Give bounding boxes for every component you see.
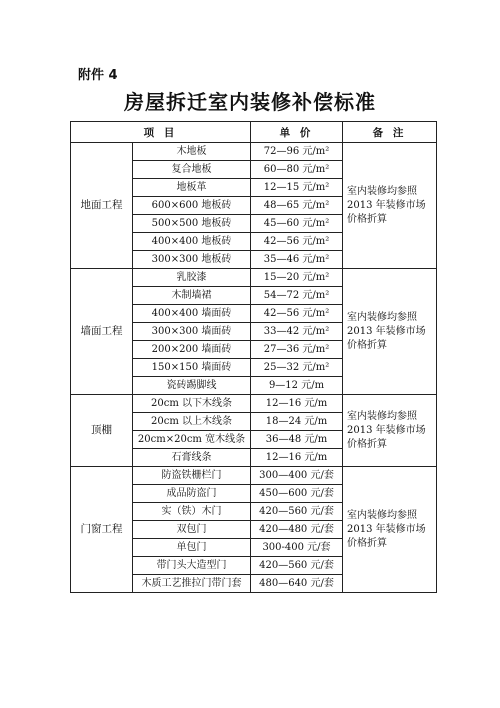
price-cell: 420—480 元/套 (251, 521, 343, 539)
item-cell: 带门头大造型门 (133, 557, 251, 575)
price-cell: 12—16 元/m (251, 395, 343, 413)
price-cell: 12—16 元/m (251, 449, 343, 467)
table-row (71, 269, 437, 287)
item-cell: 双包门 (133, 521, 251, 539)
item-cell: 400×400 地板砖 (133, 233, 251, 251)
price-cell: 420—560 元/套 (251, 557, 343, 575)
item-cell: 200×200 墙面砖 (133, 341, 251, 359)
table-row (71, 395, 437, 413)
price-cell: 12—15 元/m² (251, 179, 343, 197)
table-row (71, 143, 437, 161)
price-cell: 300-400 元/套 (251, 539, 343, 557)
price-cell: 27—36 元/m² (251, 341, 343, 359)
price-cell: 72—96 元/m² (251, 143, 343, 161)
item-cell: 木质工艺推拉门带门套 (133, 575, 251, 593)
item-cell: 木地板 (133, 143, 251, 161)
header-price: 单 价 (251, 122, 343, 143)
price-cell: 9—12 元/m (251, 377, 343, 395)
price-cell: 35—46 元/m² (251, 251, 343, 269)
price-cell: 15—20 元/m² (251, 269, 343, 287)
compensation-table (70, 121, 437, 593)
item-cell: 20cm 以上木线条 (133, 413, 251, 431)
item-cell: 瓷砖踢脚线 (133, 377, 251, 395)
item-cell: 地板革 (133, 179, 251, 197)
category-cell: 墙面工程 (71, 269, 133, 395)
item-cell: 石膏线条 (133, 449, 251, 467)
price-cell: 45—60 元/m² (251, 215, 343, 233)
item-cell: 150×150 墙面砖 (133, 359, 251, 377)
price-cell: 42—56 元/m² (251, 305, 343, 323)
price-cell: 300—400 元/套 (251, 467, 343, 485)
item-cell: 乳胶漆 (133, 269, 251, 287)
price-cell: 36—48 元/m (251, 431, 343, 449)
price-cell: 54—72 元/m² (251, 287, 343, 305)
table-row (71, 467, 437, 485)
price-cell: 18—24 元/m (251, 413, 343, 431)
price-cell: 60—80 元/m² (251, 161, 343, 179)
price-cell: 42—56 元/m² (251, 233, 343, 251)
category-cell: 地面工程 (71, 143, 133, 269)
item-cell: 300×300 墙面砖 (133, 323, 251, 341)
note-cell: 室内装修均参照2013 年装修市场价格折算 (343, 395, 437, 467)
item-cell: 防盗铁栅栏门 (133, 467, 251, 485)
attachment-label: 附件 4 (78, 68, 118, 83)
note-cell: 室内装修均参照2013 年装修市场价格折算 (343, 143, 437, 269)
item-cell: 成品防盗门 (133, 485, 251, 503)
price-cell: 48—65 元/m² (251, 197, 343, 215)
item-cell: 木制墙裙 (133, 287, 251, 305)
table-body (71, 143, 437, 593)
note-cell: 室内装修均参照2013 年装修市场价格折算 (343, 467, 437, 593)
item-cell: 20cm×20cm 宽木线条 (133, 431, 251, 449)
price-cell: 450—600 元/套 (251, 485, 343, 503)
price-cell: 33—42 元/m² (251, 323, 343, 341)
table-header-row (71, 122, 437, 143)
item-cell: 复合地板 (133, 161, 251, 179)
item-cell: 500×500 地板砖 (133, 215, 251, 233)
price-cell: 420—560 元/套 (251, 503, 343, 521)
item-cell: 单包门 (133, 539, 251, 557)
category-cell: 门窗工程 (71, 467, 133, 593)
price-cell: 480—640 元/套 (251, 575, 343, 593)
price-cell: 25—32 元/m² (251, 359, 343, 377)
item-cell: 实（铁）木门 (133, 503, 251, 521)
item-cell: 400×400 墙面砖 (133, 305, 251, 323)
item-cell: 600×600 地板砖 (133, 197, 251, 215)
header-item: 项 目 (71, 122, 251, 143)
document-title: 房屋拆迁室内装修补偿标准 (124, 90, 376, 114)
category-cell: 顶棚 (71, 395, 133, 467)
note-cell: 室内装修均参照2013 年装修市场价格折算 (343, 269, 437, 395)
header-note: 备 注 (343, 122, 437, 143)
item-cell: 20cm 以下木线条 (133, 395, 251, 413)
item-cell: 300×300 地板砖 (133, 251, 251, 269)
